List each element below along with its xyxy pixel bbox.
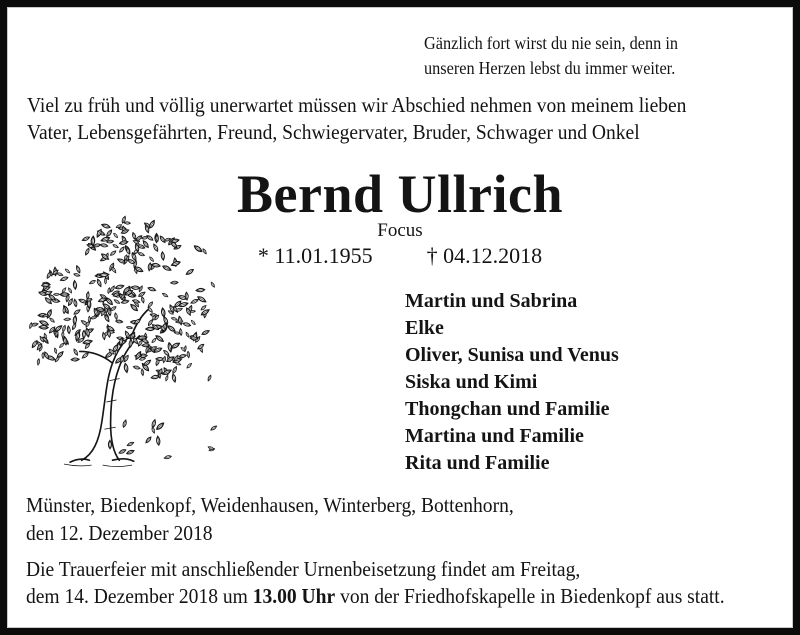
mourners-list	[405, 288, 619, 477]
date-line: den 12. Dezember 2018	[26, 521, 213, 545]
mourner-line: Oliver, Sunisa und Venus	[405, 344, 619, 366]
tree-illustration	[20, 196, 232, 468]
birth-date	[258, 243, 373, 269]
places-and-date	[26, 491, 514, 547]
intro-line-1: Viel zu früh und völlig unerwartet müssen wir Abschied nehmen von meinem lieben	[27, 93, 687, 117]
mourner-line: Thongchan und Familie	[405, 398, 610, 420]
funeral-line-1: Die Trauerfeier mit anschließender Urnenbeisetzung findet am Freitag,	[26, 557, 581, 581]
windswept-tree-icon	[20, 196, 232, 468]
quote-line-2: unseren Herzen lebst du immer weiter.	[424, 58, 676, 78]
funeral-info	[26, 556, 725, 610]
birth-symbol: *	[257, 243, 269, 268]
deceased-nickname: Focus	[377, 220, 423, 241]
funeral-line-2-pre: dem 14. Dezember 2018 um	[26, 584, 253, 608]
places-line: Münster, Biedenkopf, Weidenhausen, Winterberg, Bottenhorn,	[26, 493, 514, 517]
deceased-name: Bernd Ullrich	[237, 164, 563, 224]
death-date	[427, 243, 543, 269]
mourner-line: Siska und Kimi	[405, 371, 538, 393]
intro-paragraph	[27, 92, 686, 146]
mourner-line: Elke	[405, 317, 444, 339]
memorial-quote	[424, 31, 678, 81]
quote-line-1: Gänzlich fort wirst du nie sein, denn in	[424, 33, 679, 53]
mourner-line: Martina und Familie	[405, 425, 584, 447]
death-symbol: †	[426, 243, 438, 268]
mourner-line: Rita und Familie	[405, 452, 550, 474]
funeral-time: 13.00 Uhr	[252, 584, 336, 608]
birth-date-value: 11.01.1955	[274, 243, 373, 268]
funeral-line-2-post: von der Friedhofskapelle in Biedenkopf aus statt.	[335, 584, 725, 608]
funeral-line-2	[26, 583, 725, 610]
intro-line-2: Vater, Lebensgefährten, Freund, Schwiegervater, Bruder, Schwager und Onkel	[27, 120, 640, 144]
mourner-line: Martin und Sabrina	[405, 290, 578, 312]
death-date-value: 04.12.2018	[443, 243, 543, 268]
